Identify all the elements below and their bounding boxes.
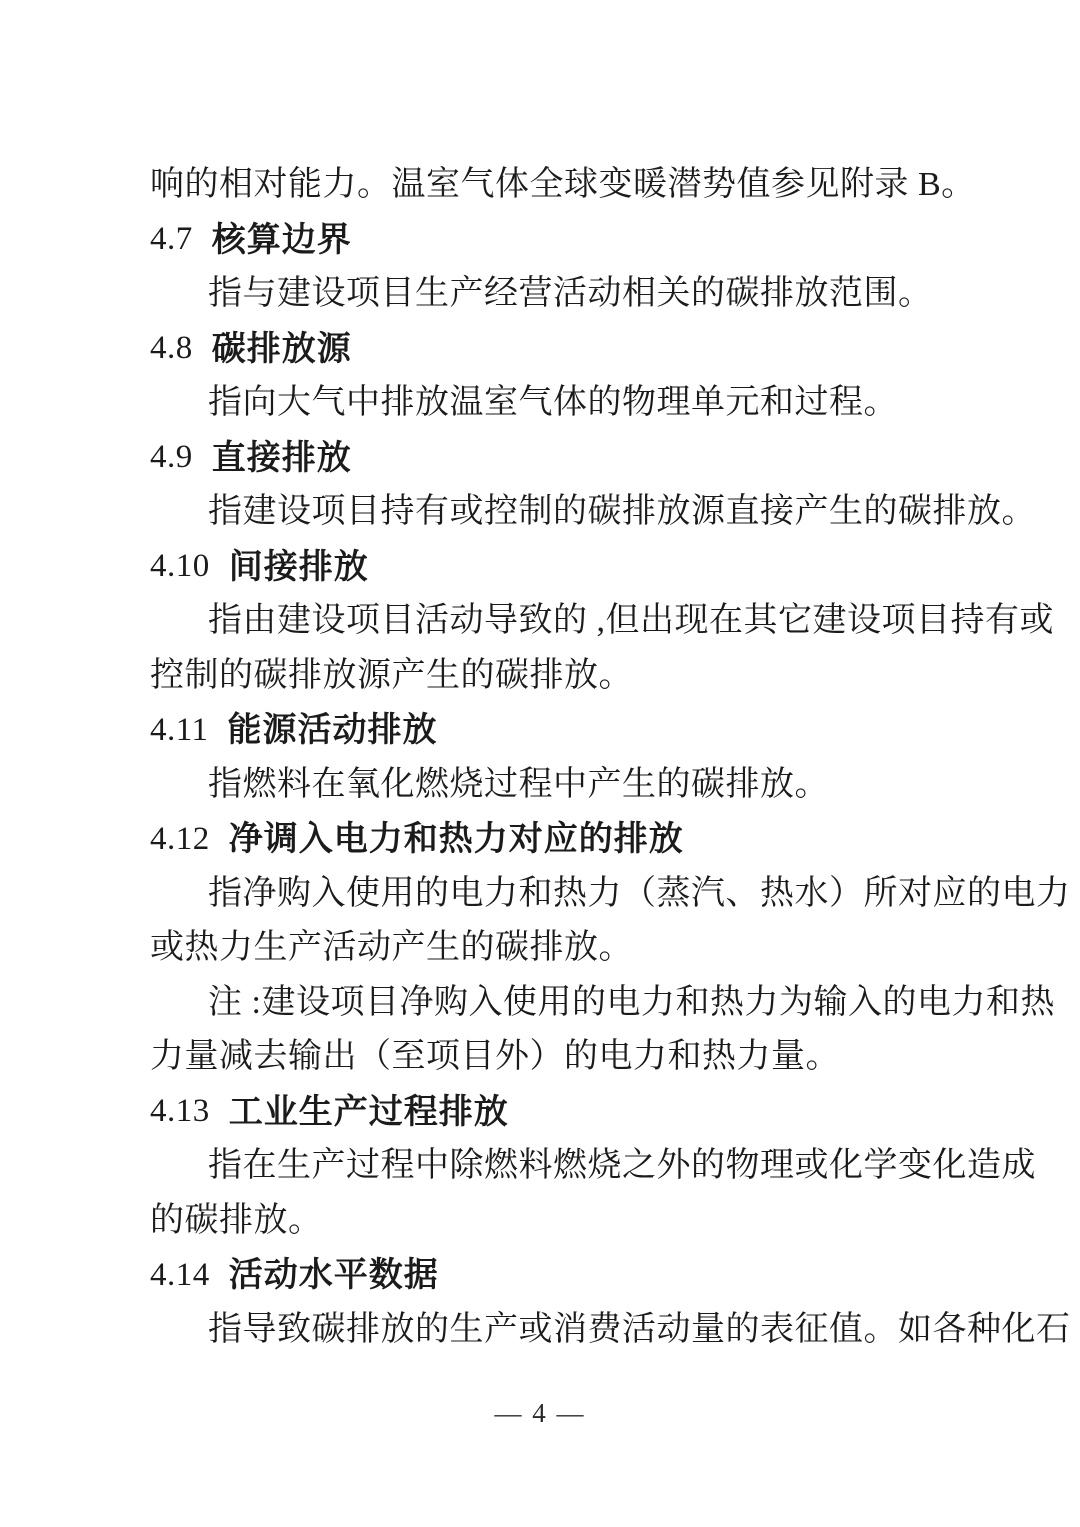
definition-line-continuation: 或热力生产活动产生的碳排放。 bbox=[150, 929, 633, 967]
definition-line: 指由建设项目活动导致的 ,但出现在其它建设项目持有或 bbox=[208, 602, 1054, 640]
section-heading-4-14 bbox=[150, 1248, 950, 1303]
section-number: 4.8 bbox=[150, 330, 193, 367]
section-title: 碳排放源 bbox=[211, 329, 352, 368]
definition-line-continuation: 控制的碳排放源产生的碳排放。 bbox=[150, 656, 633, 694]
section-heading-4-9 bbox=[150, 431, 950, 486]
definition-line: 指向大气中排放温室气体的物理单元和过程。 bbox=[208, 384, 898, 422]
section-number: 4.10 bbox=[150, 548, 210, 585]
section-title: 间接排放 bbox=[228, 547, 369, 586]
section-title: 工业生产过程排放 bbox=[228, 1092, 509, 1131]
section-number: 4.14 bbox=[150, 1256, 210, 1293]
section-number: 4.7 bbox=[150, 221, 193, 258]
section-heading-4-12 bbox=[150, 812, 950, 867]
paragraph-line-continuation: 响的相对能力。温室气体全球变暖潜势值参见附录 B。 bbox=[150, 166, 976, 204]
note-line: 注 :建设项目净购入使用的电力和热力为输入的电力和热 bbox=[208, 983, 1055, 1021]
definition-line: 指燃料在氧化燃烧过程中产生的碳排放。 bbox=[208, 765, 829, 803]
definition-line-continuation: 的碳排放。 bbox=[150, 1201, 323, 1239]
section-number: 4.12 bbox=[150, 820, 210, 857]
section-number: 4.11 bbox=[150, 711, 209, 748]
section-number: 4.9 bbox=[150, 439, 193, 476]
text-block bbox=[150, 158, 1071, 1357]
definition-line: 指建设项目持有或控制的碳排放源直接产生的碳排放。 bbox=[208, 493, 1036, 531]
note-line-continuation: 力量减去输出（至项目外）的电力和热力量。 bbox=[150, 1038, 840, 1076]
section-title: 核算边界 bbox=[211, 220, 352, 259]
section-title: 直接排放 bbox=[211, 438, 352, 477]
section-title: 净调入电力和热力对应的排放 bbox=[228, 820, 684, 859]
section-heading-4-13 bbox=[150, 1085, 950, 1140]
definition-line: 指导致碳排放的生产或消费活动量的表征值。如各种化石 bbox=[208, 1310, 1071, 1348]
definition-line: 指在生产过程中除燃料燃烧之外的物理或化学变化造成 bbox=[208, 1147, 1036, 1185]
page-number: — 4 — bbox=[494, 1398, 586, 1428]
section-heading-4-10 bbox=[150, 540, 950, 595]
definition-line: 指与建设项目生产经营活动相关的碳排放范围。 bbox=[208, 275, 933, 313]
section-number: 4.13 bbox=[150, 1093, 210, 1130]
section-heading-4-7 bbox=[150, 213, 950, 268]
definition-line: 指净购入使用的电力和热力（蒸汽、热水）所对应的电力 bbox=[208, 874, 1071, 912]
section-title: 活动水平数据 bbox=[228, 1256, 439, 1295]
section-heading-4-8 bbox=[150, 322, 950, 377]
section-heading-4-11 bbox=[150, 703, 950, 758]
section-title: 能源活动排放 bbox=[227, 711, 438, 750]
